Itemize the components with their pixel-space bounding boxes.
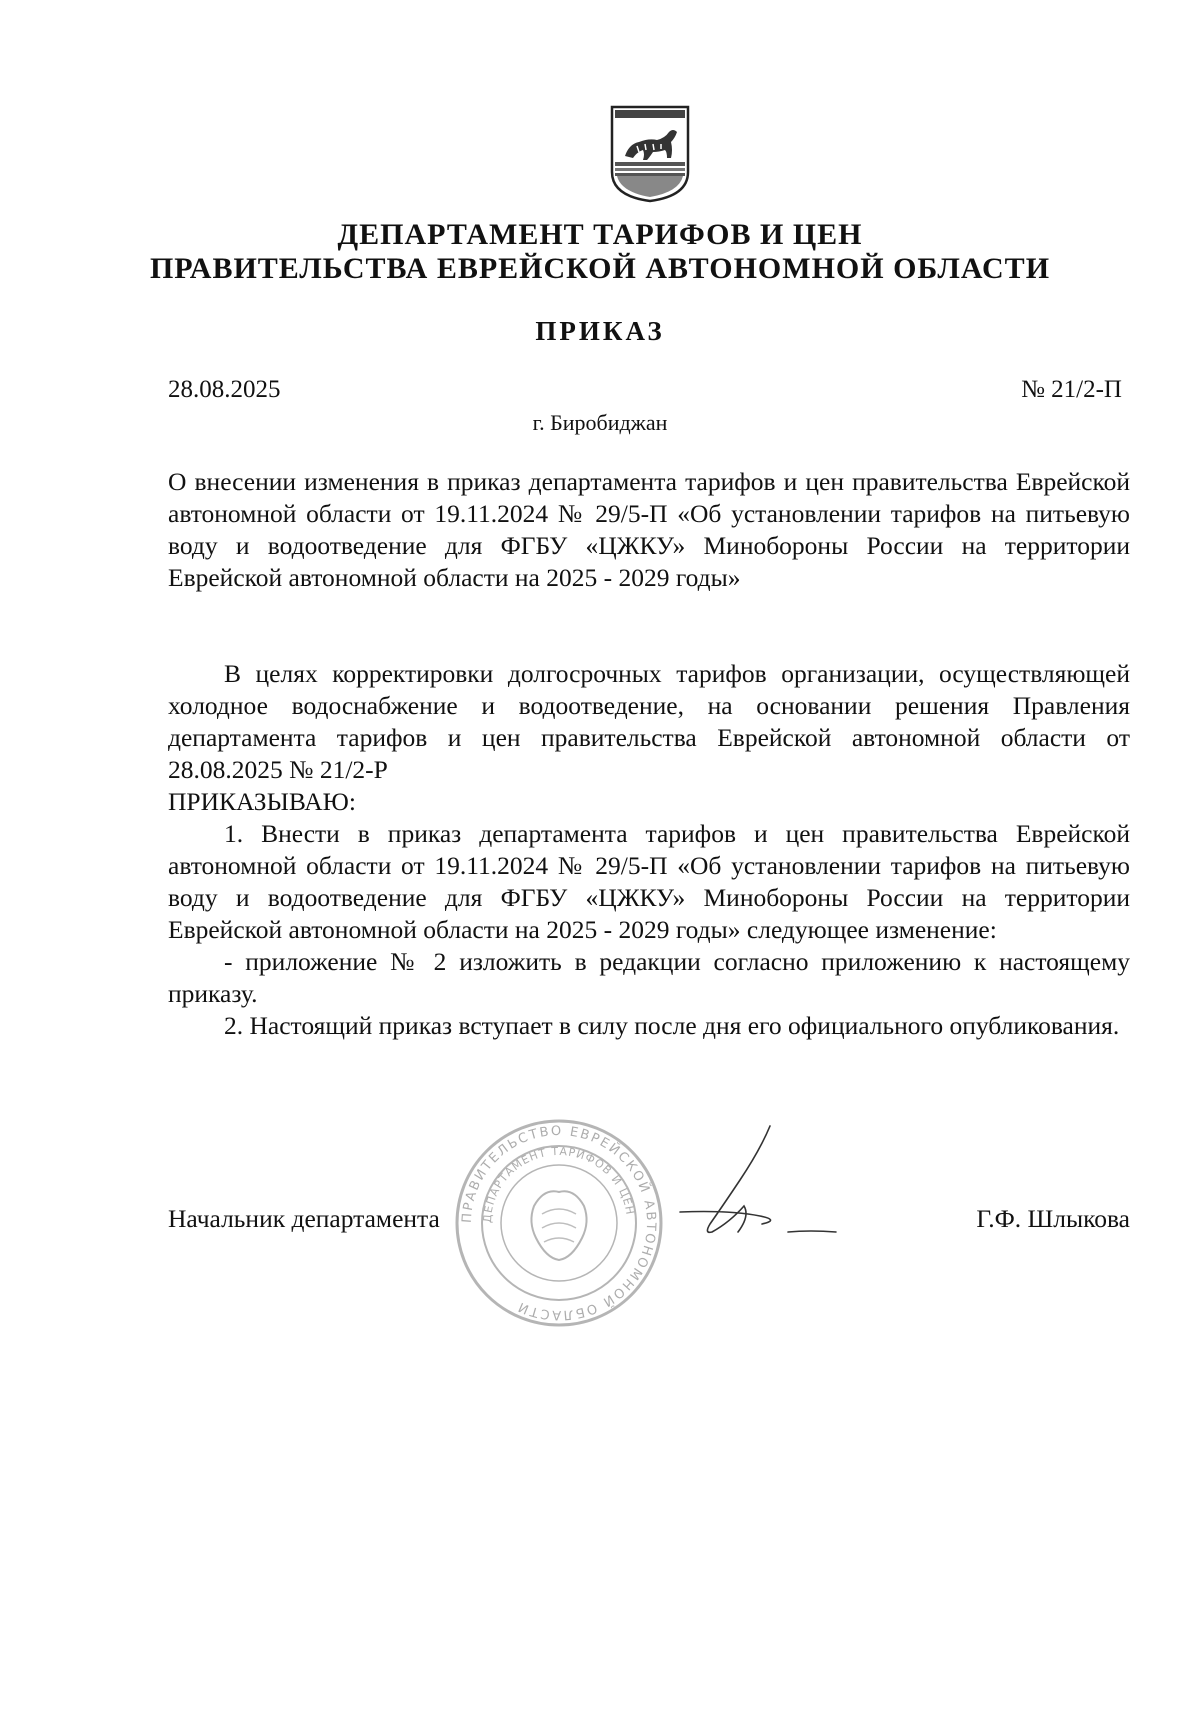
document-subject: О внесении изменения в приказ департамента тарифов и цен правительства Еврейской автономной области от 19.11.2024 № 29/5-П «Об установлении тарифов на питьевую воду и водоотведение для ФГБУ «ЦЖКУ» Минобороны России на территории Еврейской автономной области на 2025 - 2029 годы»: [168, 467, 1130, 592]
document-body: [168, 658, 1130, 1042]
government-title: ПРАВИТЕЛЬСТВА ЕВРЕЙСКОЙ АВТОНОМНОЙ ОБЛАСТИ: [149, 252, 1051, 285]
coat-of-arms-icon: [609, 104, 691, 204]
order-item-1-sub: - приложение № 2 изложить в редакции согласно приложению к настоящему приказу.: [168, 947, 1130, 1008]
order-item-1: 1. Внести в приказ департамента тарифов и цен правительства Еврейской автономной области от 19.11.2024 № 29/5-П «Об установлении тарифов на питьевую воду и водоотведение для ФГБУ «ЦЖКУ» Минобороны России на территории Еврейской автономной области на 2025 - 2029 годы» следующее изменение:: [168, 819, 1130, 944]
preamble-paragraph: В целях корректировки долгосрочных тарифов организации, осуществляющей холодное водоснабжение и водоотведение, на основании решения Правления департамента тарифов и цен правительства Еврейской автономной области от 28.08.2025 № 21/2-Р: [168, 659, 1130, 784]
document-type: ПРИКАЗ: [535, 316, 665, 346]
seal-outer-text: ПРАВИТЕЛЬСТВО ЕВРЕЙСКОЙ АВТОНОМНОЙ ОБЛАСТИ: [459, 1123, 659, 1323]
seal-inner-text: ДЕПАРТАМЕНТ ТАРИФОВ И ЦЕН: [480, 1144, 637, 1224]
document-city: г. Биробиджан: [532, 410, 668, 435]
signatory-position: Начальник департамента: [168, 1204, 440, 1233]
handwritten-signature: [640, 1120, 840, 1250]
document-date: 28.08.2025: [168, 376, 281, 403]
order-word: ПРИКАЗЫВАЮ:: [168, 787, 356, 816]
order-item-2: 2. Настоящий приказ вступает в силу после дня его официального опубликования.: [224, 1011, 1120, 1040]
signatory-name: Г.Ф. Шлыкова: [976, 1204, 1130, 1233]
official-seal-icon: [454, 1118, 664, 1328]
department-title: ДЕПАРТАМЕНТ ТАРИФОВ И ЦЕН: [337, 218, 863, 251]
document-number: № 21/2-П: [1021, 376, 1122, 403]
